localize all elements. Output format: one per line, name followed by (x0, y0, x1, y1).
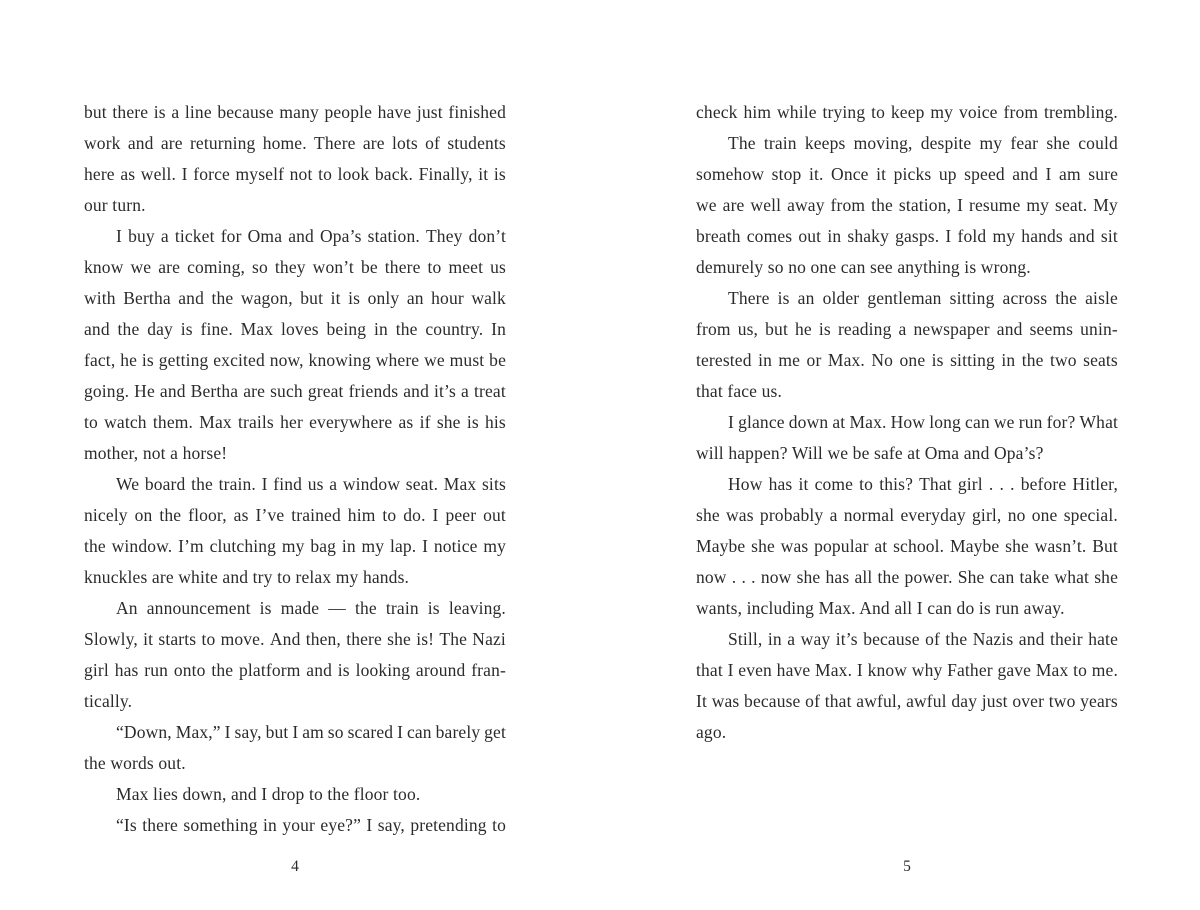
text-line: We board the train. I find us a window seat. Max sits (116, 474, 506, 494)
text-line: knuckles are white and try to relax my hands. (84, 567, 410, 587)
page-left-text-block (84, 97, 506, 841)
text-line: she was probably a normal everyday girl, no one special. (696, 505, 1118, 525)
paragraph (696, 283, 1118, 407)
text-line: fact, he is getting excited now, knowing where we must be (84, 350, 506, 370)
text-line: somehow stop it. Once it picks up speed and I am sure (696, 164, 1118, 184)
text-line: going. He and Bertha are such great friends and it’s a treat (84, 381, 506, 401)
text-line: but there is a line because many people have just finished (84, 102, 506, 122)
text-line: “Down, Max,” I say, but I am so scared I can barely get (116, 722, 506, 742)
paragraph (696, 469, 1118, 624)
text-line: nicely on the floor, as I’ve trained him to do. I peer out (84, 505, 506, 525)
text-line: mother, not a horse! (84, 443, 228, 463)
paragraph (696, 407, 1118, 469)
text-line: the words out. (84, 753, 186, 773)
text-line: Max lies down, and I drop to the floor too. (116, 784, 421, 804)
text-line: to watch them. Max trails her everywhere as if she is his (84, 412, 506, 432)
text-line: The train keeps moving, despite my fear she could (728, 133, 1118, 153)
text-line: that I even have Max. I know why Father gave Max to me. (696, 660, 1118, 680)
text-line: Still, in a way it’s because of the Nazis and their hate (728, 629, 1118, 649)
page-number-left: 4 (291, 858, 299, 875)
page-right-text-block (696, 97, 1118, 748)
paragraph (696, 128, 1118, 283)
text-line: girl has run onto the platform and is looking around fran- (84, 660, 506, 680)
text-line: I buy a ticket for Oma and Opa’s station. They don’t (116, 226, 506, 246)
text-line: that face us. (696, 381, 783, 401)
text-line: I glance down at Max. How long can we run for? What (728, 412, 1118, 432)
paragraph (84, 717, 506, 779)
text-line: and the day is fine. Max loves being in the country. In (84, 319, 506, 339)
text-line: An announcement is made — the train is leaving. (116, 598, 506, 618)
paragraph (84, 593, 506, 717)
text-line: will happen? Will we be safe at Oma and Opa’s? (696, 443, 1044, 463)
text-line: check him while trying to keep my voice from trembling. (696, 102, 1118, 122)
text-line: our turn. (84, 195, 146, 215)
text-line: we are well away from the station, I resume my seat. My (696, 195, 1118, 215)
text-line: here as well. I force myself not to look back. Finally, it is (84, 164, 506, 184)
text-line: It was because of that awful, awful day just over two years (696, 691, 1118, 711)
text-line: ago. (696, 722, 727, 742)
paragraph (84, 779, 506, 810)
paragraph (696, 624, 1118, 748)
paragraph (84, 97, 506, 221)
paragraph (84, 810, 506, 841)
text-line: work and are returning home. There are lots of students (84, 133, 506, 153)
text-line: There is an older gentleman sitting across the aisle (728, 288, 1118, 308)
paragraph (84, 221, 506, 469)
text-line: terested in me or Max. No one is sitting in the two seats (696, 350, 1118, 370)
text-line: demurely so no one can see anything is wrong. (696, 257, 1031, 277)
text-line: wants, including Max. And all I can do is run away. (696, 598, 1065, 618)
text-line: “Is there something in your eye?” I say, pretending to (116, 815, 506, 835)
text-line: from us, but he is reading a newspaper and seems unin- (696, 319, 1118, 339)
paragraph (696, 97, 1118, 128)
text-line: with Bertha and the wagon, but it is only an hour walk (84, 288, 506, 308)
text-line: now . . . now she has all the power. She can take what she (696, 567, 1118, 587)
text-line: Slowly, it starts to move. And then, there she is! The Nazi (84, 629, 506, 649)
text-line: tically. (84, 691, 133, 711)
page-number-right: 5 (903, 858, 911, 875)
paragraph (84, 469, 506, 593)
text-line: How has it come to this? That girl . . . before Hitler, (728, 474, 1118, 494)
text-line: breath comes out in shaky gasps. I fold my hands and sit (696, 226, 1118, 246)
text-line: the window. I’m clutching my bag in my lap. I notice my (84, 536, 506, 556)
text-line: Maybe she was popular at school. Maybe she wasn’t. But (696, 536, 1118, 556)
text-line: know we are coming, so they won’t be there to meet us (84, 257, 506, 277)
